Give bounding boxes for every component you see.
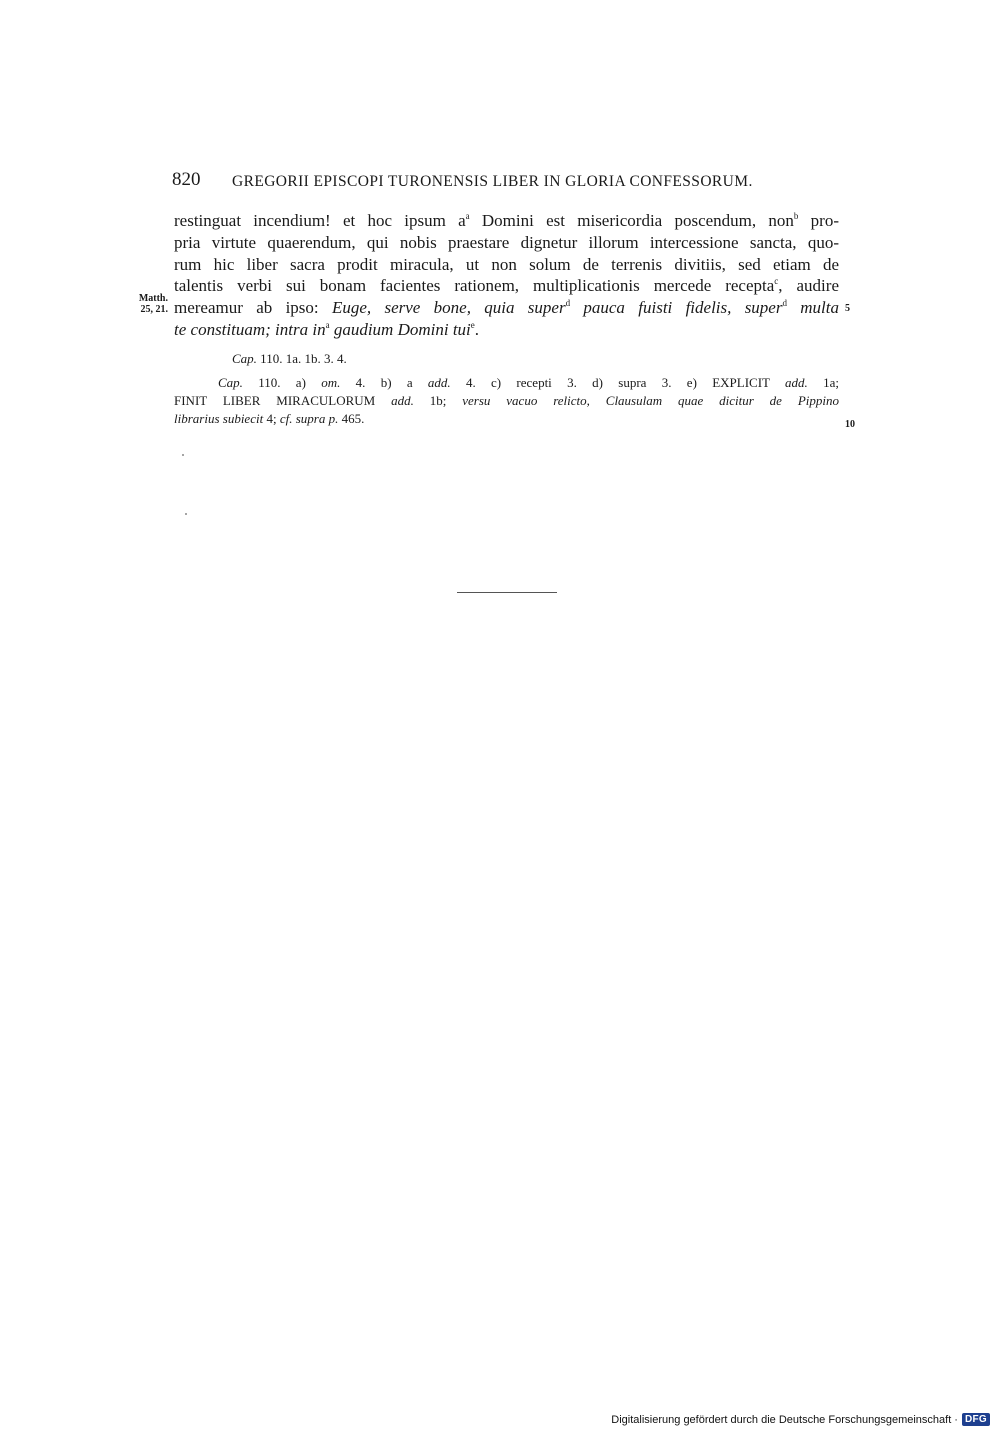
italic-text: multa — [786, 298, 840, 318]
apparatus-line — [174, 410, 839, 428]
apparatus-line — [174, 392, 839, 410]
italic-text: librarius subiecit — [174, 411, 264, 426]
italic-text: add. — [427, 375, 451, 390]
main-text-line — [174, 297, 839, 319]
text-run: FINIT LIBER MIRACULORUM — [174, 393, 392, 408]
text-run: 110. a) — [242, 375, 322, 390]
main-text-line — [174, 254, 839, 276]
main-text — [174, 210, 839, 341]
italic-text: versu vacuo relicto, Clausulam quae dicitur de Pippino — [462, 393, 839, 408]
footnote-marker: c — [774, 276, 779, 287]
page-number: 820 — [172, 169, 201, 190]
margin-reference-verse: 25, 21. — [140, 304, 168, 315]
text-run: , audire — [778, 276, 839, 296]
footnote-marker: b — [793, 211, 799, 221]
digitization-footer — [611, 1413, 990, 1426]
footer-credit: Digitalisierung gefördert durch die Deutsche Forschungsgemeinschaft · — [611, 1413, 958, 1426]
italic-text: pauca fuisti fidelis, super — [570, 298, 783, 318]
margin-reference-book: Matth. — [138, 293, 168, 304]
text-run: pro- — [798, 211, 839, 230]
footnote-marker: a — [465, 211, 470, 221]
scan-speck — [185, 513, 187, 515]
text-run: mereamur ab ipso: — [174, 298, 332, 318]
italic-text: gaudium Domini tui — [329, 319, 471, 339]
text-run: 465. — [338, 411, 365, 426]
italic-text: Cap. — [218, 375, 243, 390]
running-head: GREGORII EPISCOPI TURONENSIS LIBER IN GLORIA CONFESSORUM. — [232, 173, 753, 190]
text-run: Domini est misericordia poscendum, non — [469, 211, 794, 230]
main-text-line — [174, 232, 839, 254]
section-end-rule — [457, 592, 557, 593]
text-run: 4. b) a — [340, 375, 428, 390]
footnote-marker: a — [325, 319, 330, 330]
italic-text: te constituam; intra in — [174, 319, 326, 339]
main-text-line — [174, 275, 839, 297]
footnote-marker: e — [470, 319, 475, 330]
critical-apparatus — [174, 374, 839, 428]
italic-text: cf. supra p. — [279, 411, 339, 426]
footnote-marker: d — [565, 298, 571, 309]
text-run: 1b; — [413, 393, 463, 408]
sources-cap-label: Cap. — [232, 351, 257, 366]
text-run: 4; — [263, 411, 280, 426]
text-run: pria virtute quaerendum, qui nobis praestare dignetur illorum intercessione sancta, quo- — [174, 232, 839, 252]
text-run: 4. c) recepti 3. d) supra 3. e) EXPLICIT — [450, 375, 786, 390]
text-run: . — [474, 319, 480, 339]
sources-line — [232, 351, 347, 367]
italic-text: Euge, serve bone, quia super — [331, 298, 566, 318]
line-number-10: 10 — [845, 419, 855, 430]
text-run: 1a; — [807, 375, 839, 390]
text-run: talentis verbi sui bonam facientes rationem, multiplicationis mercede recepta — [174, 276, 775, 296]
apparatus-line — [174, 374, 839, 392]
italic-text: add. — [391, 393, 414, 408]
main-text-line — [174, 210, 839, 232]
italic-text: add. — [785, 375, 808, 390]
main-text-line — [174, 319, 839, 341]
text-run: rum hic liber sacra prodit miracula, ut non solum de terrenis divitiis, sed etiam de — [174, 254, 839, 274]
scan-speck — [182, 454, 184, 456]
margin-reference — [130, 293, 168, 315]
dfg-logo: DFG — [962, 1413, 990, 1426]
footnote-marker: d — [782, 298, 787, 309]
text-run: restinguat incendium! et hoc ipsum a — [174, 211, 466, 230]
line-number-5: 5 — [845, 303, 850, 314]
italic-text: om. — [321, 375, 341, 390]
sources-text: 110. 1a. 1b. 3. 4. — [260, 351, 347, 366]
